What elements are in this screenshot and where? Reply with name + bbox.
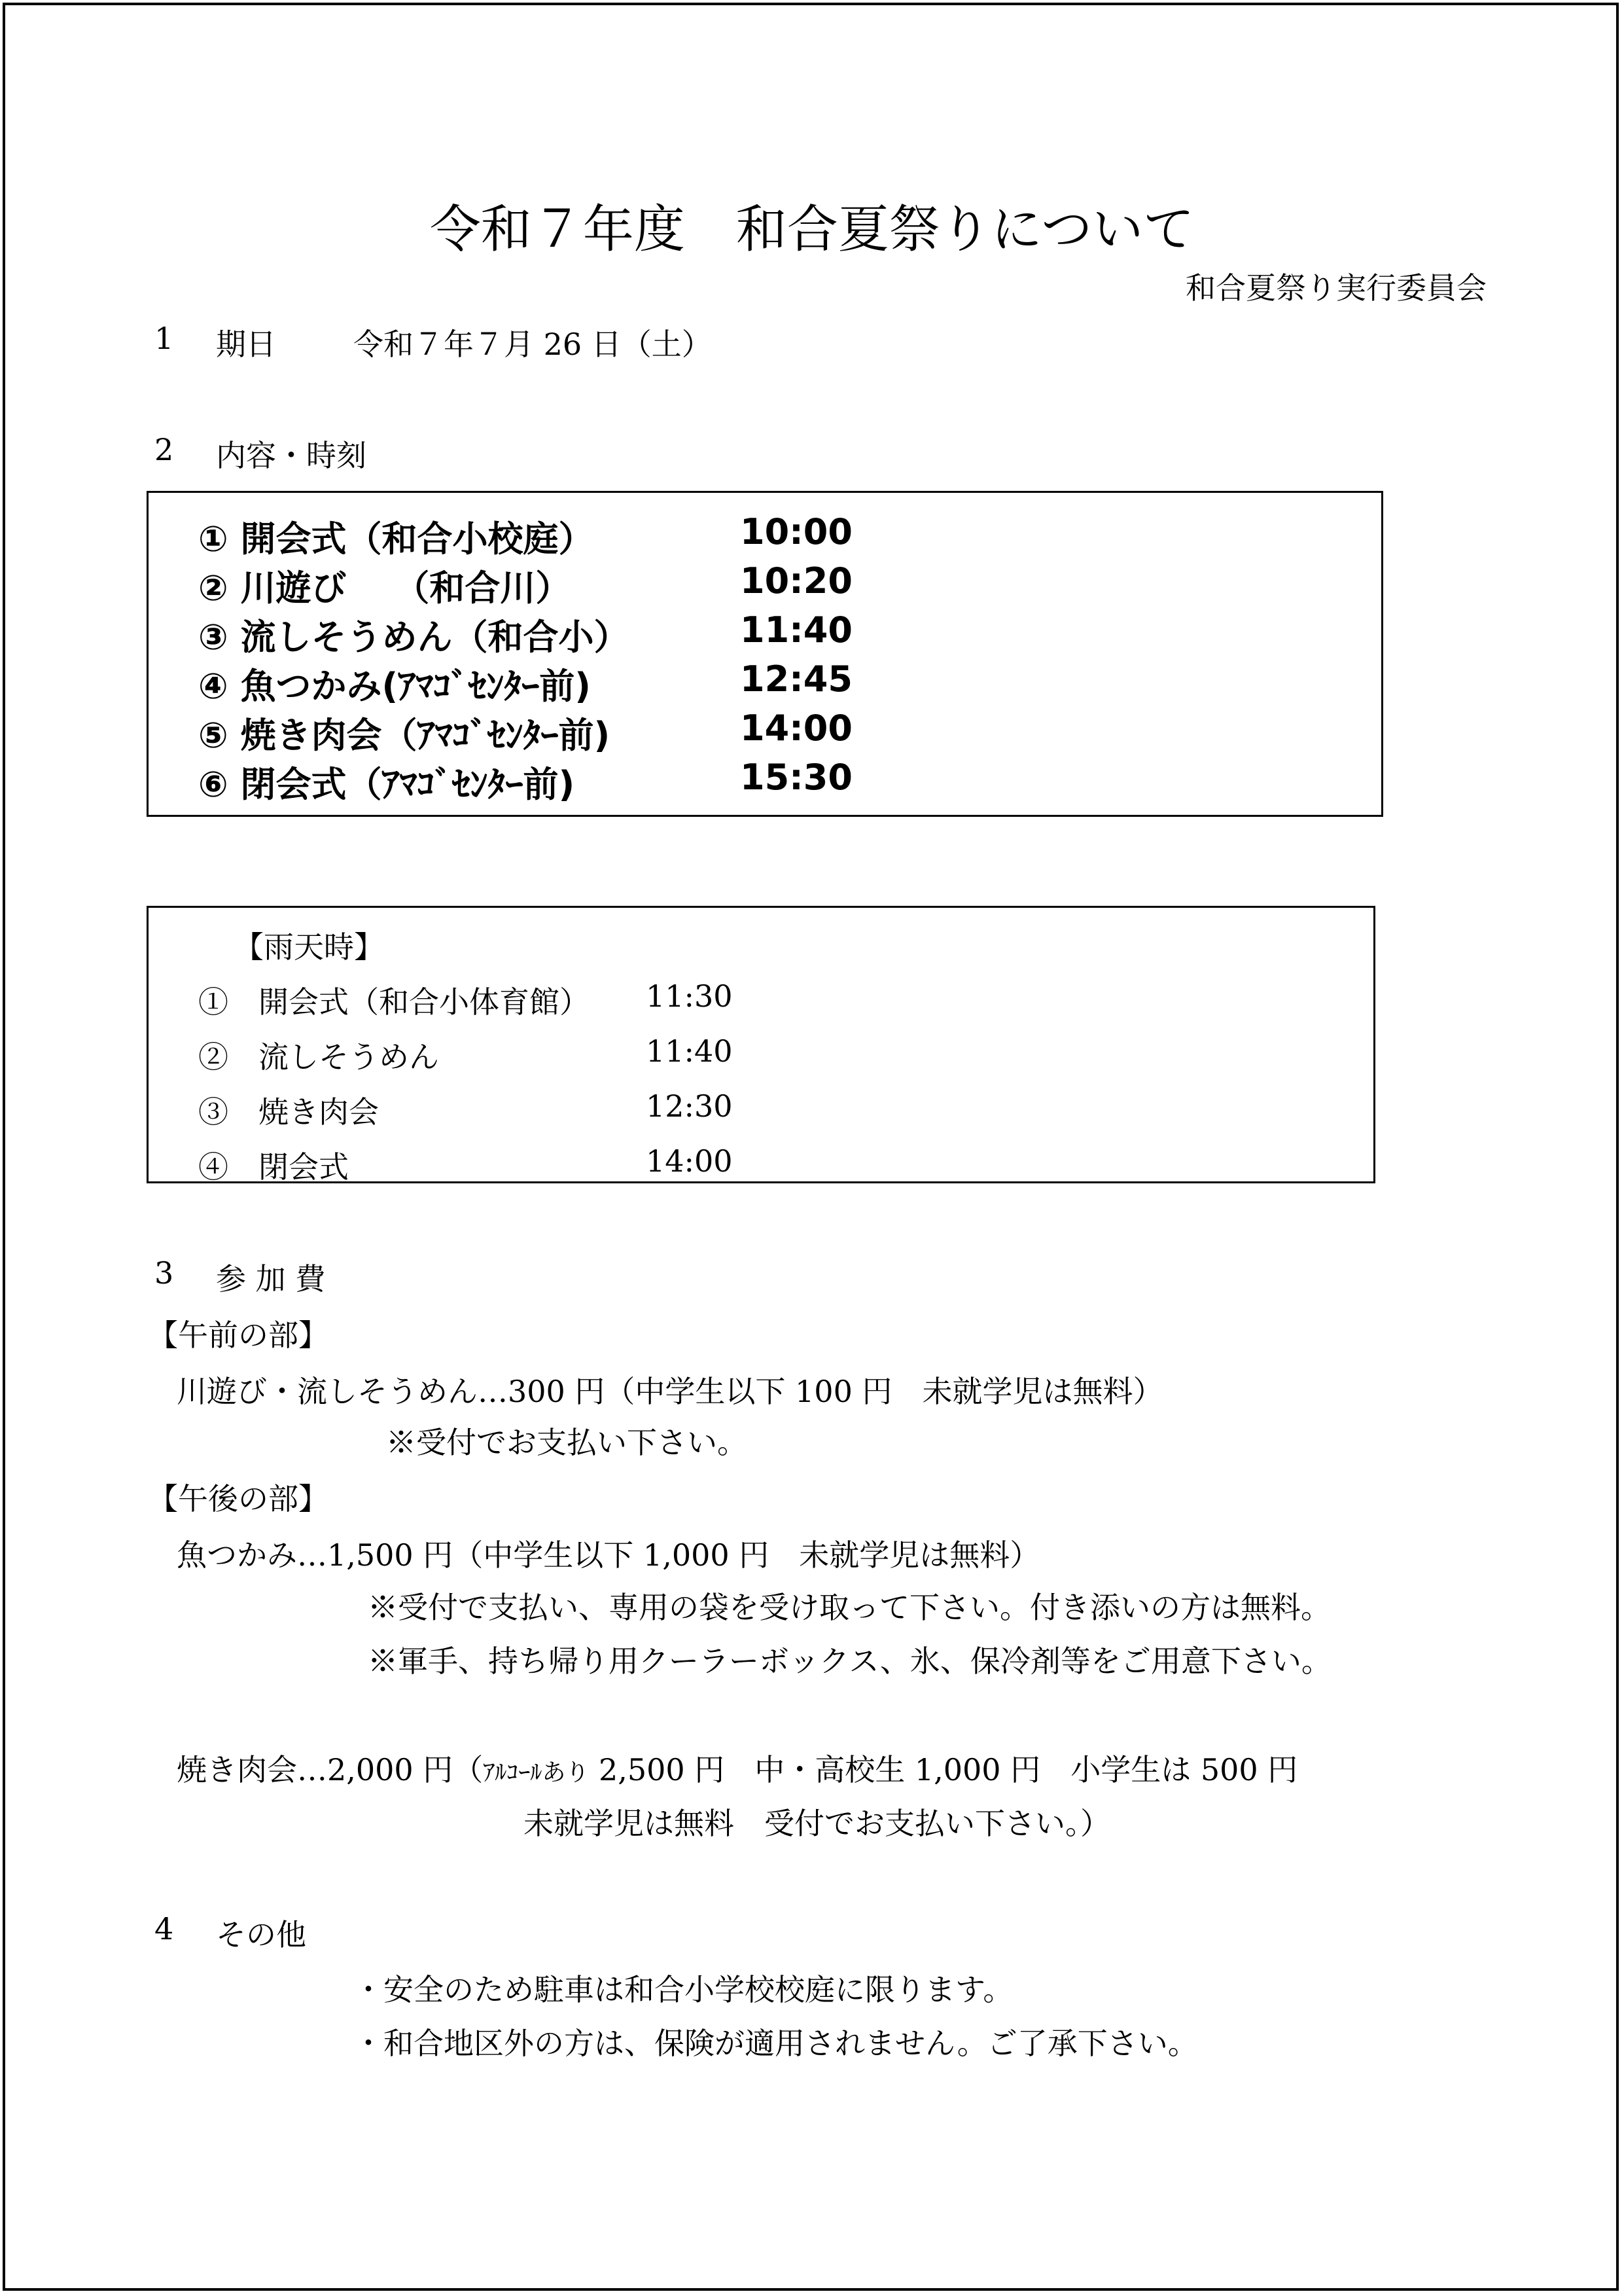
schedule-time: 14:00 — [740, 708, 853, 749]
rain-heading: 【雨天時】 — [234, 929, 384, 965]
section-1-number: 1 — [154, 321, 174, 356]
rain-time: 11:30 — [646, 978, 733, 1014]
section-1-label: 期日 — [216, 327, 276, 362]
afternoon-fee: 魚つかみ…1,500 円（中学生以下 1,000 円 未就学児は無料） — [177, 1537, 1040, 1573]
other-note-2: ・和合地区外の方は、保険が適用されません。ご了承下さい。 — [353, 2026, 1198, 2061]
schedule-time: 10:00 — [740, 511, 853, 552]
bbq-fee-prefix: 焼き肉会…2,000 円（ — [177, 1752, 484, 1787]
bbq-fee — [177, 1746, 1297, 1789]
section-4-number: 4 — [154, 1911, 174, 1946]
schedule-event: ④ 魚つかみ(ｱﾏｺﾞｾﾝﾀｰ前) — [198, 666, 591, 707]
section-3-number: 3 — [154, 1255, 174, 1291]
schedule-event: ③ 流しそうめん（和合小） — [198, 617, 629, 658]
event-date: 令和７年７月 26 日（土） — [353, 327, 712, 362]
schedule-event: ① 開会式（和合小校庭） — [198, 518, 594, 560]
rain-time: 14:00 — [646, 1143, 733, 1179]
afternoon-note-1: ※受付で支払い、専用の袋を受け取って下さい。付き添いの方は無料。 — [368, 1590, 1331, 1625]
rain-row — [198, 1088, 733, 1132]
rain-event: ② 流しそうめん — [198, 1039, 439, 1075]
bbq-fee-alcohol: ｱﾙｺｰﾙあり — [483, 1759, 590, 1786]
schedule-time: 10:20 — [740, 560, 853, 601]
section-2-number: 2 — [154, 432, 174, 467]
schedule-event: ② 川遊び （和合川） — [198, 567, 571, 609]
rain-event: ③ 焼き肉会 — [198, 1094, 379, 1130]
morning-fee: 川遊び・流しそうめん…300 円（中学生以下 100 円 未就学児は無料） — [177, 1374, 1163, 1409]
schedule-row — [198, 609, 853, 660]
schedule-time: 15:30 — [740, 757, 853, 798]
morning-note: ※受付でお支払い下さい。 — [386, 1425, 747, 1460]
section-3-label: 参 加 費 — [216, 1261, 326, 1297]
rain-time: 12:30 — [646, 1088, 733, 1124]
schedule-box — [147, 491, 1383, 817]
schedule-time: 11:40 — [740, 609, 853, 651]
rain-row — [198, 1143, 733, 1187]
afternoon-heading: 【午後の部】 — [148, 1481, 328, 1516]
rain-row — [198, 978, 733, 1022]
schedule-event: ⑥ 閉会式（ｱﾏｺﾞｾﾝﾀｰ前) — [198, 764, 575, 805]
section-4-label: その他 — [216, 1917, 306, 1952]
schedule-row — [198, 658, 853, 709]
bbq-fee-rest: 2,500 円 中・高校生 1,000 円 小学生は 500 円 — [589, 1752, 1298, 1787]
afternoon-note-2: ※軍手、持ち帰り用クーラーボックス、氷、保冷剤等をご用意下さい。 — [368, 1643, 1332, 1679]
organizer: 和合夏祭り実行委員会 — [1186, 270, 1487, 306]
section-2-label: 内容・時刻 — [216, 438, 366, 473]
schedule-row — [198, 708, 853, 758]
schedule-row — [198, 560, 853, 611]
rain-event: ④ 閉会式 — [198, 1149, 349, 1185]
schedule-event: ⑤ 焼き肉会（ｱﾏｺﾞｾﾝﾀｰ前) — [198, 715, 610, 756]
bbq-fee-line-2: 未就学児は無料 受付でお支払い下さい。） — [523, 1806, 1110, 1841]
rain-schedule-box — [147, 906, 1375, 1183]
schedule-row — [198, 757, 853, 807]
page-title: 令和７年度 和合夏祭りについて — [429, 200, 1195, 259]
morning-heading: 【午前の部】 — [148, 1318, 328, 1353]
rain-time: 11:40 — [646, 1033, 733, 1069]
other-note-1: ・安全のため駐車は和合小学校校庭に限ります。 — [353, 1972, 1014, 2007]
schedule-time: 12:45 — [740, 658, 853, 700]
schedule-row — [198, 511, 853, 562]
rain-row — [198, 1033, 733, 1077]
rain-event: ① 開会式（和合小体育館） — [198, 984, 590, 1020]
